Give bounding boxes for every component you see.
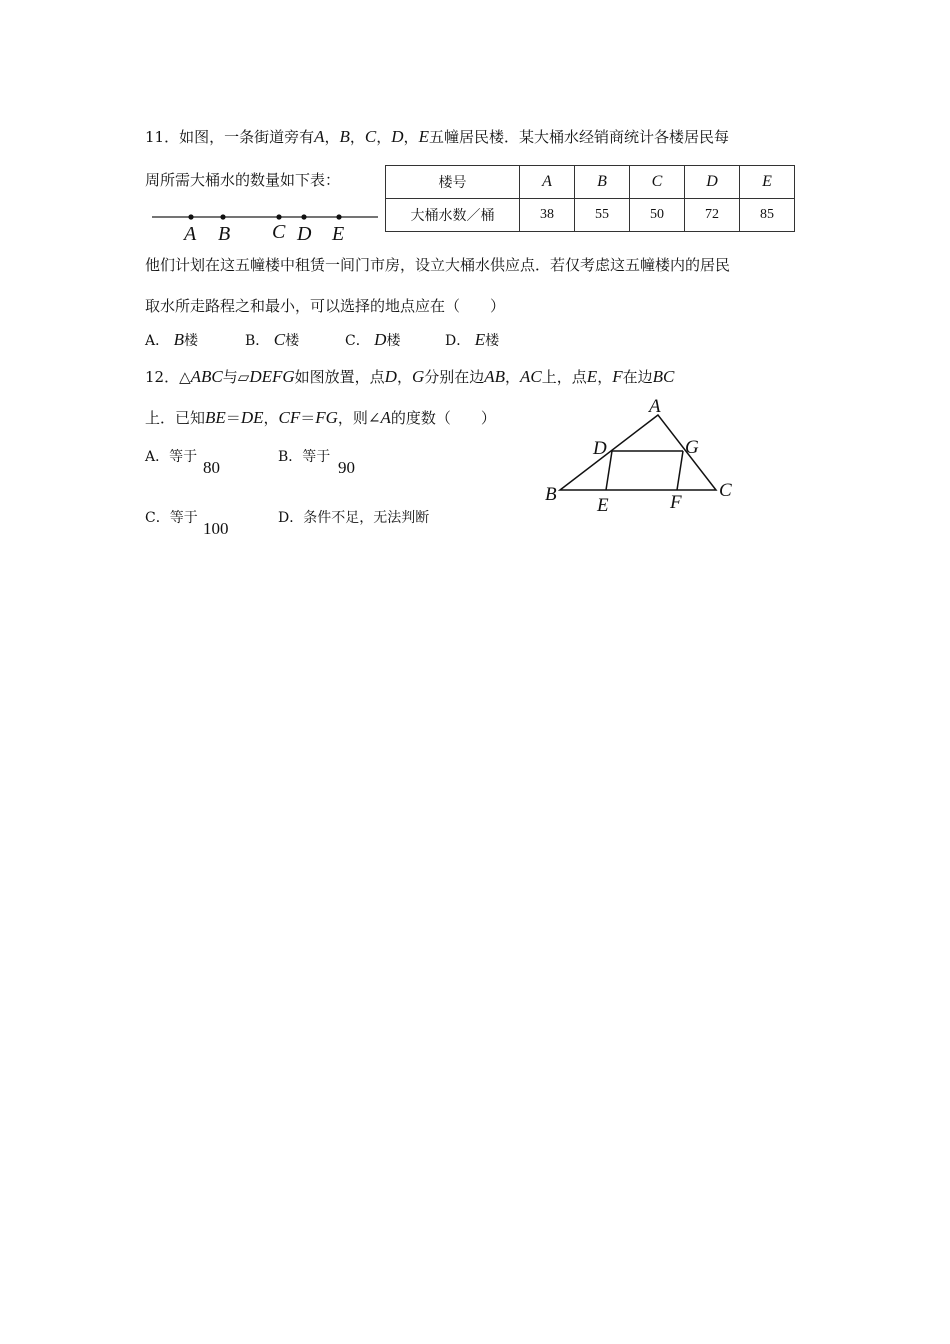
q12-line2: 上．已知BE＝DE，CF＝FG，则∠A的度数（ ）: [145, 408, 496, 427]
street-diagram: [150, 205, 390, 245]
building-dot-b: [220, 214, 225, 219]
segment-de: [606, 451, 612, 490]
label-e: E: [597, 495, 609, 516]
table-value: 55: [575, 199, 630, 232]
geometry-figure: [540, 395, 760, 515]
table-building: C: [630, 166, 685, 199]
table-row-label: 大桶水数／桶: [386, 199, 520, 232]
q11-option-c[interactable]: C． D楼: [345, 330, 401, 349]
q11-option-b[interactable]: B． C楼: [245, 330, 300, 349]
q11-line4: 取水所走路程之和最小，可以选择的地点应在（ ）: [145, 297, 506, 315]
street-label-b: B: [218, 223, 231, 245]
table-building: A: [520, 166, 575, 199]
q12-option-c[interactable]: C．等于: [145, 510, 198, 526]
label-a: A: [649, 396, 661, 417]
table-building: B: [575, 166, 630, 199]
q12-option-b-value: 90: [338, 458, 355, 477]
angle-symbol: ∠: [367, 409, 381, 427]
q11-line2: 周所需大桶水的数量如下表：: [145, 171, 341, 189]
label-d: D: [593, 438, 607, 459]
table-value: 85: [740, 199, 795, 232]
q12-option-a-value: 80: [203, 458, 220, 477]
table-value: 72: [685, 199, 740, 232]
building-dot-c: [276, 214, 281, 219]
label-g: G: [685, 437, 699, 458]
building-dot-d: [301, 214, 306, 219]
water-table: [385, 165, 795, 232]
parallelogram-symbol: ▱: [237, 368, 250, 386]
q11-option-d[interactable]: D． E楼: [445, 330, 500, 349]
q12-option-d[interactable]: D．条件不足，无法判断: [278, 510, 430, 526]
q11-line3: 他们计划在这五幢楼中租赁一间门市房，设立大桶水供应点．若仅考虑这五幢楼内的居民: [145, 256, 731, 274]
table-row: [386, 166, 795, 199]
q12-option-c-value: 100: [203, 519, 229, 538]
street-label-e: E: [332, 223, 345, 245]
street-label-a: A: [184, 223, 197, 245]
street-label-d: D: [297, 223, 312, 245]
table-building: E: [740, 166, 795, 199]
table-value: 50: [630, 199, 685, 232]
building-dot-e: [336, 214, 341, 219]
q12-line1: 12．△ABC与▱DEFG如图放置，点D，G分别在边AB，AC上，点E，F在边BC: [145, 367, 675, 386]
label-c: C: [719, 480, 732, 501]
table-header-label: 楼号: [386, 166, 520, 199]
q12-option-b[interactable]: B．等于: [278, 449, 331, 465]
building-dot-a: [188, 214, 193, 219]
q11-line1: 11．如图，一条街道旁有A，B，C，D，E五幢居民楼．某大桶水经销商统计各楼居民每: [145, 127, 729, 146]
street-label-c: C: [272, 221, 286, 243]
table-building: D: [685, 166, 740, 199]
triangle-symbol: △: [179, 368, 191, 386]
table-value: 38: [520, 199, 575, 232]
label-f: F: [670, 492, 682, 513]
q12-option-a[interactable]: A．等于: [145, 449, 198, 465]
segment-gf: [677, 451, 683, 490]
label-b: B: [545, 484, 557, 505]
table-row: [386, 199, 795, 232]
q11-option-a[interactable]: A． B楼: [145, 330, 198, 349]
